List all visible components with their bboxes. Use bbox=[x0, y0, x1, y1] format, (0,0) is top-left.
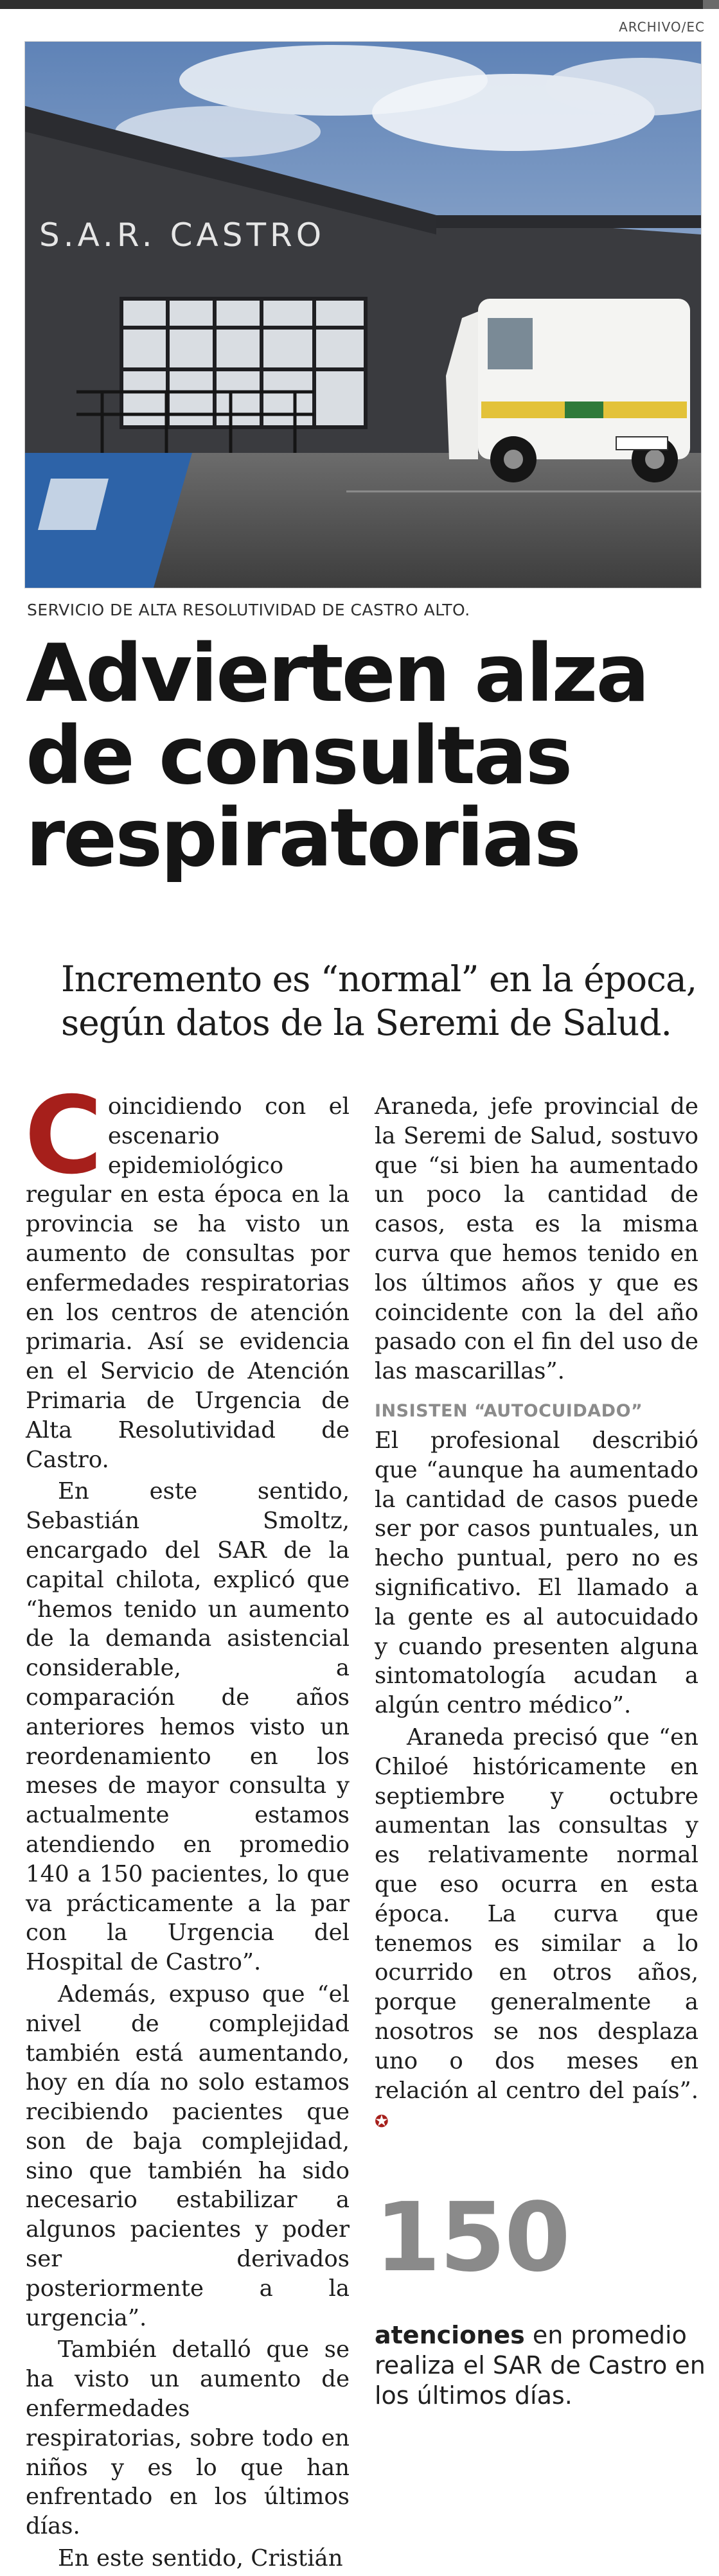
paragraph-text: oincidiendo con el escenario epidemiológico regular en esta época en la provincia se ha visto un aumento de consultas por enfermedades respiratorias en los centros de atención primaria. Así se evidencia en el Servicio de Atención Primaria de Urgencia de Alta Resolutividad de Castro. bbox=[26, 1093, 350, 1473]
article-paragraph: En este sentido, Cristián bbox=[58, 2545, 343, 2572]
article-photo bbox=[24, 41, 702, 588]
section-kicker: INSISTEN “AUTOCUIDADO” bbox=[375, 1400, 643, 1421]
subheadline bbox=[61, 957, 704, 1045]
article-paragraph: En este sentido, Sebastián Smoltz, encargado del SAR de la capital chilota, explicó que “hemos tenido un aumento de la demanda asistencial considerable, a comparación de años anteriores hemos visto un reordenamiento en los meses de mayor consulta y actualmente estamos atendiendo en promedio 140 a 150 pacientes, lo que va prácticamente a la par con la Urgencia del Hospital de Castro”. bbox=[26, 1478, 350, 1976]
stat-number: 150 bbox=[375, 2182, 569, 2293]
headline bbox=[26, 628, 707, 885]
headline-line: Advierten alza bbox=[26, 628, 648, 720]
building-sign: S.A.R. CASTRO bbox=[39, 216, 326, 254]
stat-description-text: en promedio realiza el SAR de Castro en los últimos días. bbox=[375, 2321, 706, 2410]
headline-line: respiratorias bbox=[26, 792, 580, 885]
end-mark-icon: ✪ bbox=[375, 2112, 389, 2132]
paragraph-text: Araneda precisó que “en Chiloé históricamente en septiembre y octubre aumentan las consultas y es relativamente normal que eso ocurra en esta época. La curva que tenemos es similar a lo ocurrido en otros años, porque generalmente a nosotros se nos desplaza uno o dos meses en relación al centro del país”. bbox=[375, 1724, 698, 2104]
article-paragraph: El profesional describió que “aunque ha aumentado la cantidad de casos puede ser por casos puntuales, un hecho puntual, pero no es significativo. El llamado a la gente es al autocuidado y cuando presenten alguna sintomatología acudan a algún centro médico”. bbox=[375, 1427, 698, 1719]
stat-description bbox=[375, 2320, 709, 2411]
article-column-left bbox=[24, 1074, 350, 2576]
subheadline-line: según datos de la Seremi de Salud. bbox=[61, 1002, 672, 1043]
photo-credit: ARCHIVO/EC bbox=[619, 19, 705, 35]
article-paragraph bbox=[24, 1074, 350, 1474]
stat-description-bold: atenciones bbox=[375, 2321, 525, 2349]
top-rule bbox=[0, 0, 719, 9]
article-paragraph bbox=[375, 1723, 698, 2137]
subheadline-line: Incremento es “normal” en la época, bbox=[61, 958, 697, 1000]
headline-line: de consultas bbox=[26, 710, 571, 802]
ambulance bbox=[446, 299, 690, 482]
building-windows bbox=[121, 299, 366, 427]
article-paragraph: También detalló que se ha visto un aumento de enfermedades respiratorias, sobre todo en niños y es lo que han enfrentado en los últimos días. bbox=[26, 2336, 350, 2540]
article-paragraph: Además, expuso que “el nivel de complejidad también está aumentando, hoy en día no solo estamos recibiendo pacientes que son de baja complejidad, sino que también ha sido necesario estabilizar a algunos pacientes y poder ser derivados posteriormente a la urgencia”. bbox=[26, 1981, 350, 2331]
photo-caption: SERVICIO DE ALTA RESOLUTIVIDAD DE CASTRO ALTO. bbox=[27, 601, 470, 619]
top-rule-accent bbox=[703, 0, 719, 9]
article-column-right bbox=[375, 1092, 698, 2140]
drop-cap: C bbox=[24, 1074, 103, 1198]
article-paragraph: Araneda, jefe provincial de la Seremi de Salud, sostuvo que “si bien ha aumentado un poco la cantidad de casos, esta es la misma curva que hemos tenido en los últimos años y que es coincidente con la del año pasado con el fin del uso de las mascarillas”. bbox=[375, 1093, 698, 1385]
